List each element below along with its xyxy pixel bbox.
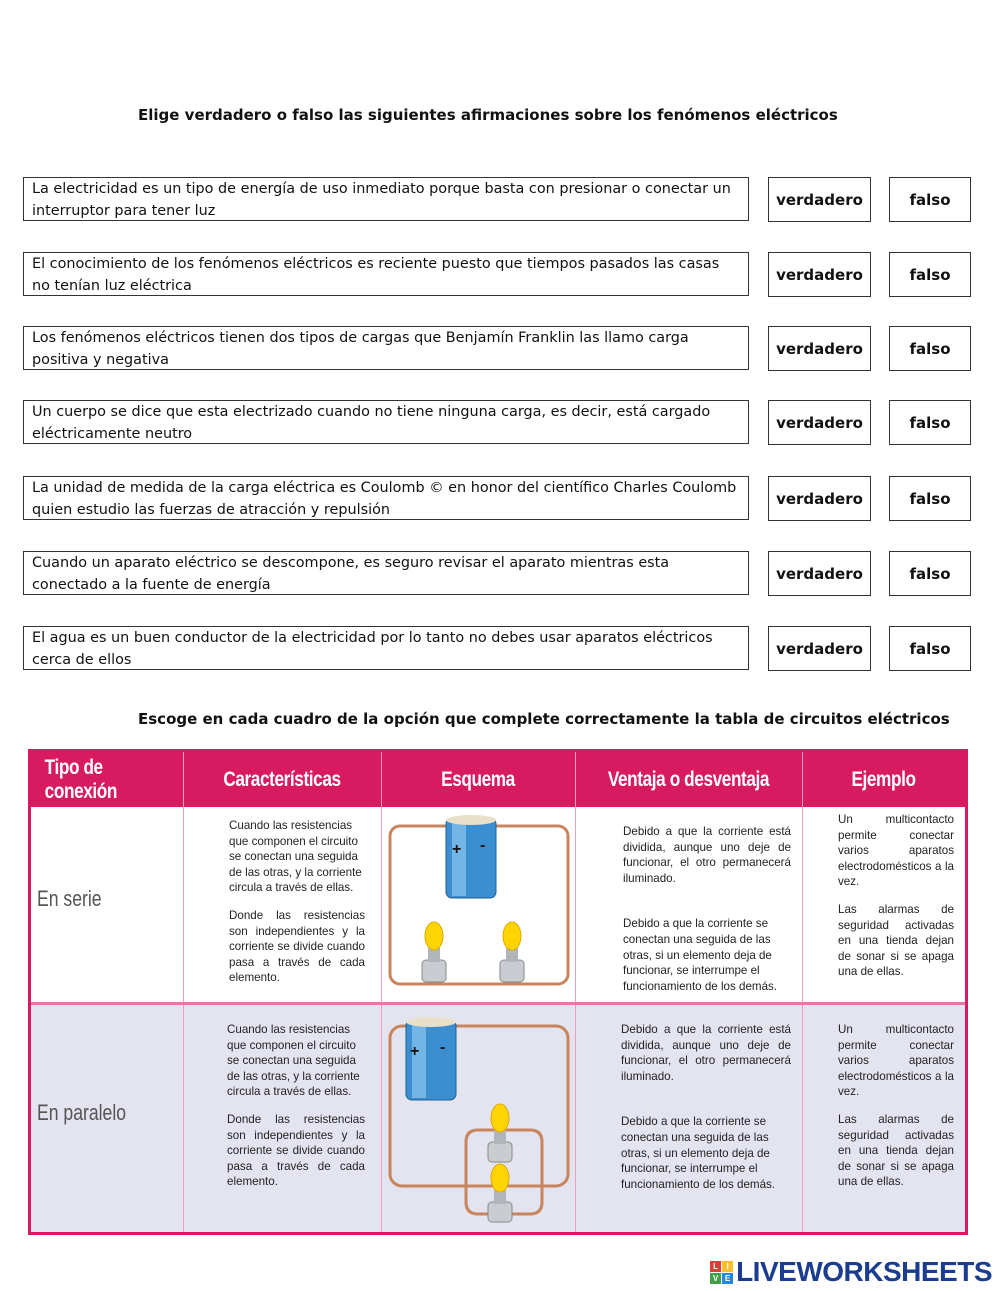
statement-2 bbox=[23, 252, 749, 296]
characteristics-parallel bbox=[227, 1022, 365, 1202]
bulb-icon bbox=[500, 922, 524, 982]
statement-line: quien estudio las fuerzas de atracción y repulsión bbox=[32, 502, 391, 518]
statement-7 bbox=[23, 626, 749, 670]
circuit-table bbox=[28, 749, 968, 1235]
false-option-7[interactable]: falso bbox=[889, 626, 971, 671]
bulb-icon bbox=[422, 922, 446, 982]
header-type: Tipo de conexión bbox=[44, 755, 117, 803]
true-option-1[interactable]: verdadero bbox=[768, 177, 871, 222]
true-option-7[interactable]: verdadero bbox=[768, 626, 871, 671]
row-divider bbox=[31, 1002, 965, 1005]
option-text[interactable]: Debido a que la corriente está dividida, aunque uno deje de funcionar, el otro permanecerá iluminado. bbox=[623, 825, 791, 885]
false-option-2[interactable]: falso bbox=[889, 252, 971, 297]
true-option-3[interactable]: verdadero bbox=[768, 326, 871, 371]
statement-4 bbox=[23, 400, 749, 444]
bulb-icon bbox=[488, 1104, 512, 1162]
statement-line: positiva y negativa bbox=[32, 352, 169, 368]
svg-text:+: + bbox=[452, 841, 462, 858]
header-characteristics: Características bbox=[223, 767, 341, 791]
statement-line: Cuando un aparato eléctrico se descompone, es seguro revisar el aparato mientras esta bbox=[32, 555, 670, 571]
series-circuit-diagram bbox=[386, 814, 570, 994]
parallel-circuit-diagram bbox=[386, 1016, 570, 1226]
svg-text:+: + bbox=[410, 1043, 420, 1060]
false-option-3[interactable]: falso bbox=[889, 326, 971, 371]
statement-line: Los fenómenos eléctricos tienen dos tipos de cargas que Benjamín Franklin las llamo carga bbox=[32, 330, 689, 346]
option-text[interactable]: Cuando las resistencias que componen el circuito se conectan una seguida de las otras, y la corriente circula a través de ellas. bbox=[229, 819, 362, 895]
option-text[interactable]: Debido a que la corriente se conectan una seguida de las otras, si un elemento deja de funcionar, se interrumpe el funcionamiento de los demás. bbox=[623, 917, 778, 993]
column-divider bbox=[802, 752, 803, 1232]
option-text[interactable]: Las alarmas de seguridad activadas en una tienda dejan de sonar si se apaga una de ellas. bbox=[838, 1112, 954, 1189]
statement-line: eléctricamente neutro bbox=[32, 426, 193, 442]
false-option-5[interactable]: falso bbox=[889, 476, 971, 521]
option-text[interactable]: Donde las resistencias son independientes y la corriente se divide cuando pasa a través de cada elemento. bbox=[227, 1112, 365, 1189]
statement-line: La unidad de medida de la carga eléctrica es Coulomb © en honor del científico Charles Coulomb bbox=[32, 480, 737, 496]
advantage-series bbox=[623, 824, 791, 1006]
table-instructions: Escoge en cada cuadro de la opción que complete correctamente la tabla de circuitos eléctricos bbox=[138, 710, 950, 728]
characteristics-series bbox=[229, 818, 365, 998]
statement-3 bbox=[23, 326, 749, 370]
battery-icon bbox=[446, 815, 496, 898]
example-parallel bbox=[838, 1022, 954, 1202]
true-option-5[interactable]: verdadero bbox=[768, 476, 871, 521]
statement-line: El agua es un buen conductor de la electricidad por lo tanto no debes usar aparatos eléctricos bbox=[32, 630, 713, 646]
table-header bbox=[31, 752, 965, 807]
svg-text:-: - bbox=[480, 837, 486, 854]
bulb-icon bbox=[488, 1164, 512, 1222]
example-series bbox=[838, 812, 954, 992]
statement-line: interruptor para tener luz bbox=[32, 203, 216, 219]
option-text[interactable]: Debido a que la corriente está dividida, aunque uno deje de funcionar, el otro permanecerá iluminado. bbox=[621, 1023, 791, 1083]
statement-line: La electricidad es un tipo de energía de uso inmediato porque basta con presionar o conectar un bbox=[32, 181, 731, 197]
statement-1 bbox=[23, 177, 749, 221]
option-text[interactable]: Debido a que la corriente se conectan una seguida de las otras, si un elemento deja de funcionar, se interrumpe el funcionamiento de los demás. bbox=[621, 1115, 776, 1191]
statement-5 bbox=[23, 476, 749, 520]
true-option-4[interactable]: verdadero bbox=[768, 400, 871, 445]
statement-line: cerca de ellos bbox=[32, 652, 132, 668]
svg-text:-: - bbox=[440, 1039, 446, 1056]
option-text[interactable]: Un multicontacto permite conectar varios aparatos electrodomésticos a la vez. bbox=[838, 813, 954, 889]
option-text[interactable]: Cuando las resistencias que componen el circuito se conectan una seguida de las otras, y la corriente circula a través de ellas. bbox=[227, 1023, 360, 1099]
row-label-parallel: En paralelo bbox=[37, 1100, 127, 1125]
statement-line: Un cuerpo se dice que esta electrizado cuando no tiene ninguna carga, es decir, está cargado bbox=[32, 404, 711, 420]
battery-icon bbox=[406, 1017, 456, 1100]
header-example: Ejemplo bbox=[851, 767, 916, 791]
option-text[interactable]: Un multicontacto permite conectar varios aparatos electrodomésticos a la vez. bbox=[838, 1023, 954, 1099]
header-scheme: Esquema bbox=[441, 767, 515, 791]
false-option-4[interactable]: falso bbox=[889, 400, 971, 445]
column-divider bbox=[381, 752, 382, 1232]
statement-line: El conocimiento de los fenómenos eléctricos es reciente puesto que tiempos pasados las casas bbox=[32, 256, 720, 272]
statement-6 bbox=[23, 551, 749, 595]
header-advantage: Ventaja o desventaja bbox=[607, 767, 770, 791]
logo-mark-icon: L I V E bbox=[710, 1261, 733, 1284]
statement-line: conectado a la fuente de energía bbox=[32, 577, 271, 593]
advantage-parallel bbox=[621, 1022, 791, 1204]
true-option-2[interactable]: verdadero bbox=[768, 252, 871, 297]
column-divider bbox=[183, 752, 184, 1232]
row-label-series: En serie bbox=[37, 886, 102, 911]
liveworksheets-logo bbox=[710, 1254, 992, 1290]
option-text[interactable]: Las alarmas de seguridad activadas en una tienda dejan de sonar si se apaga una de ellas. bbox=[838, 902, 954, 979]
column-divider bbox=[575, 752, 576, 1232]
false-option-1[interactable]: falso bbox=[889, 177, 971, 222]
brand-name: LIVEWORKSHEETS bbox=[736, 1256, 992, 1287]
true-option-6[interactable]: verdadero bbox=[768, 551, 871, 596]
false-option-6[interactable]: falso bbox=[889, 551, 971, 596]
statement-line: no tenían luz eléctrica bbox=[32, 278, 192, 294]
option-text[interactable]: Donde las resistencias son independientes y la corriente se divide cuando pasa a través de cada elemento. bbox=[229, 908, 365, 985]
true-false-instructions: Elige verdadero o falso las siguientes afirmaciones sobre los fenómenos eléctricos bbox=[138, 106, 838, 124]
